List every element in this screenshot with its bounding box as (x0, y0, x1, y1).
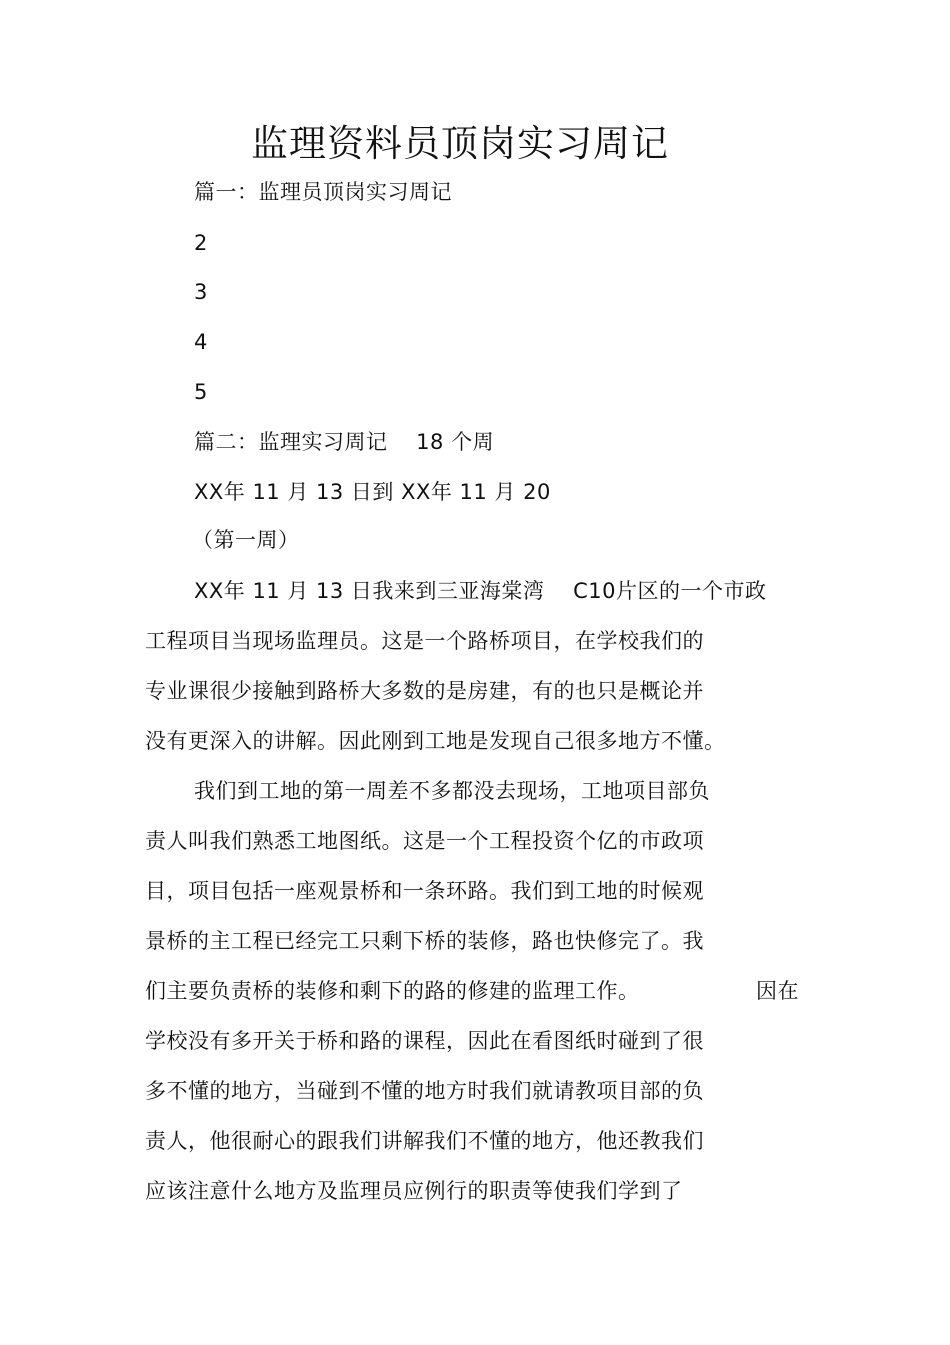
list-number: 5 (194, 380, 208, 404)
week-label: （第一周） (192, 528, 300, 552)
paragraph-line: 没有更深入的讲解。因此刚到工地是发现自己很多地方不懂。 (145, 729, 726, 753)
paragraph-line: 专业课很少接触到路桥大多数的是房建，有的也只是概论并 (145, 679, 704, 703)
list-number: 2 (194, 231, 208, 255)
heading-part-one: 篇一：监理员顶岗实习周记 (194, 180, 452, 204)
heading-part-two: 篇二：监理实习周记 18 个周 (194, 430, 495, 454)
paragraph-line: 景桥的主工程已经完工只剩下桥的装修，路也快修完了。我 (145, 929, 704, 953)
paragraph-line: 责人叫我们熟悉工地图纸。这是一个工程投资个亿的市政项 (145, 829, 704, 853)
paragraph-line: 们主要负责桥的装修和剩下的路的修建的监理工作。 (145, 979, 640, 1003)
paragraph-line-tail: 因在 (756, 979, 799, 1003)
paragraph-line: 应该注意什么地方及监理员应例行的职责等使我们学到了 (145, 1179, 683, 1203)
document-title: 监理资料员顶岗实习周记 (251, 122, 669, 165)
paragraph-line: 责人，他很耐心的跟我们讲解我们不懂的地方，他还教我们 (145, 1129, 704, 1153)
paragraph-line: 学校没有多开关于桥和路的课程，因此在看图纸时碰到了很 (145, 1029, 704, 1053)
paragraph-line: XX年 11 月 13 日我来到三亚海棠湾 C10片区的一个市政 (194, 579, 767, 603)
date-range: XX年 11 月 13 日到 XX年 11 月 20 (194, 480, 551, 504)
paragraph-line: 目，项目包括一座观景桥和一条环路。我们到工地的时候观 (145, 879, 704, 903)
paragraph-line: 我们到工地的第一周差不多都没去现场，工地项目部负 (194, 779, 710, 803)
paragraph-line: 工程项目当现场监理员。这是一个路桥项目，在学校我们的 (145, 629, 704, 653)
list-number: 4 (194, 330, 208, 354)
paragraph-line: 多不懂的地方，当碰到不懂的地方时我们就请教项目部的负 (145, 1079, 704, 1103)
list-number: 3 (194, 280, 208, 304)
